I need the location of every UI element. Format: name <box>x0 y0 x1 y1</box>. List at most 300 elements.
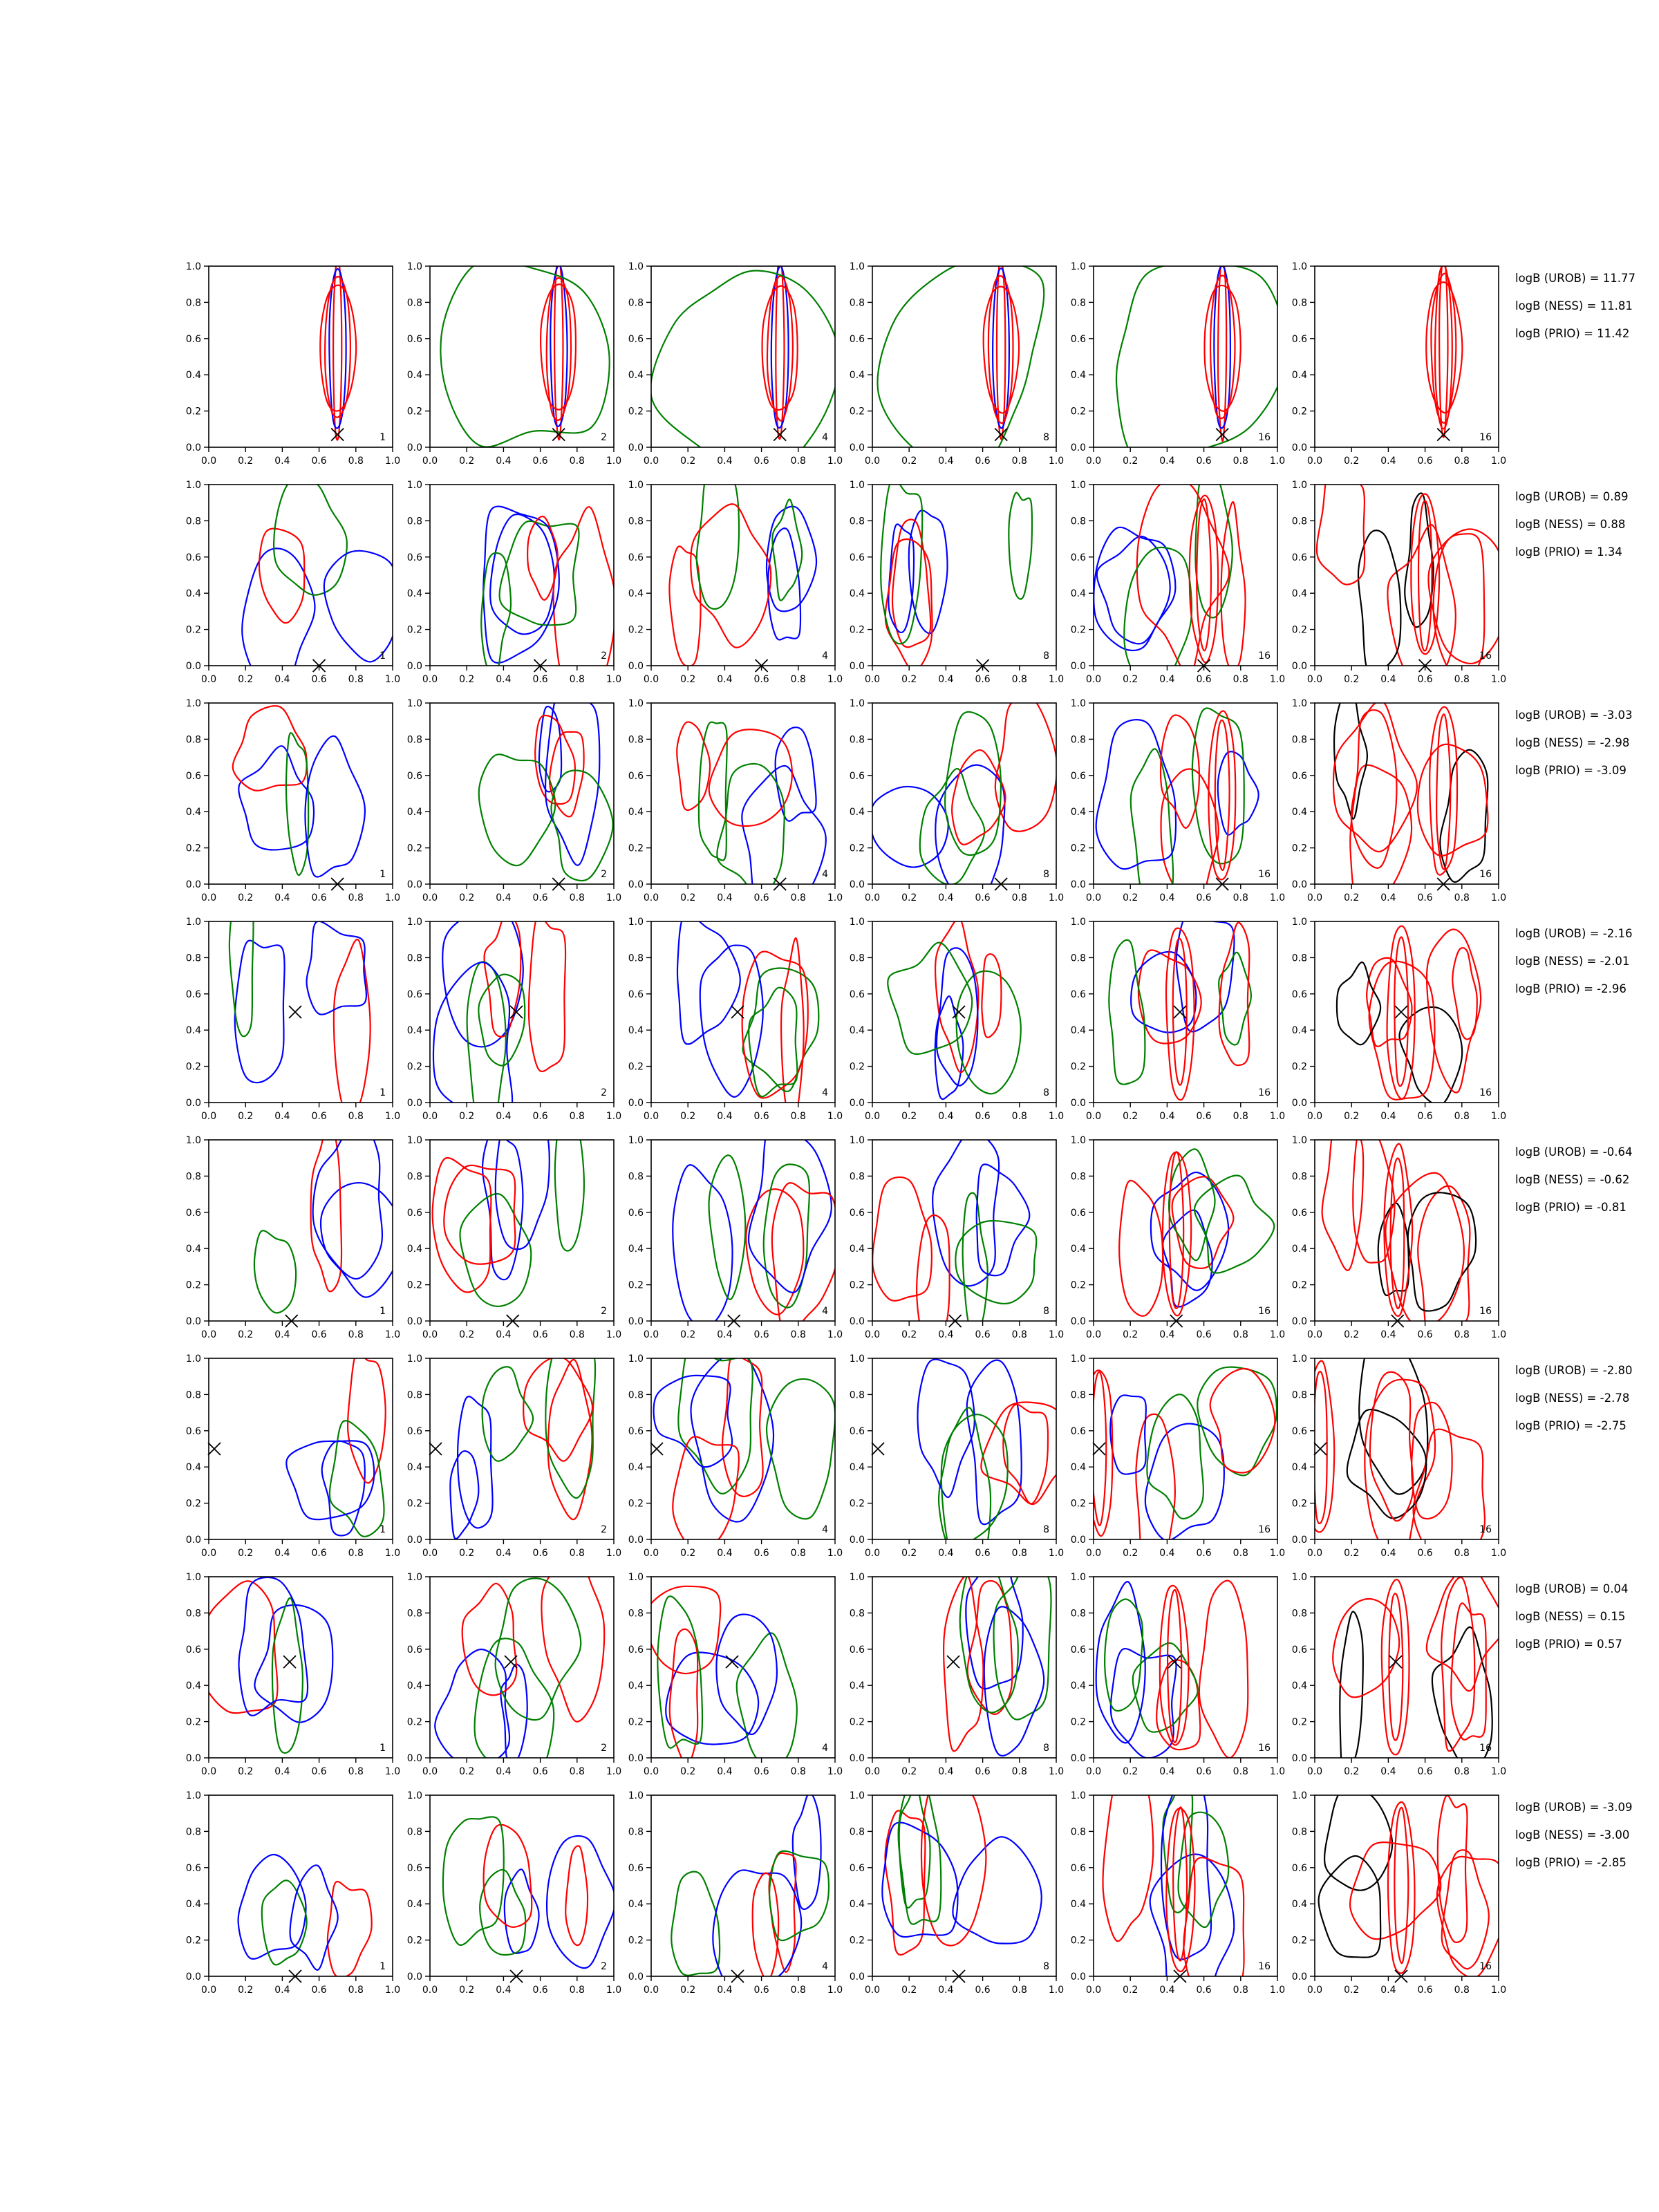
contour-line <box>737 1633 797 1770</box>
logb-annotation: logB (NESS) = 11.81 <box>1515 299 1633 312</box>
contour-line <box>444 1165 515 1264</box>
y-tick-label: 0.6 <box>406 1862 422 1874</box>
subplot-r6-c4 <box>850 1353 1074 1582</box>
panel-label: 16 <box>1479 1306 1492 1317</box>
contour-line <box>547 1836 615 1968</box>
contour-line <box>1103 1774 1153 1942</box>
x-tick-label: 0.0 <box>200 456 217 467</box>
y-tick-label: 1.0 <box>1291 1790 1307 1801</box>
y-tick-label: 0.8 <box>1070 953 1086 964</box>
subplot-r7-c2 <box>407 1534 621 1788</box>
x-tick-label: 1.0 <box>1048 1766 1065 1777</box>
x-tick-label: 0.4 <box>274 1985 290 1996</box>
x-tick-label: 0.2 <box>238 1766 254 1777</box>
x-tick-label: 0.2 <box>459 1329 475 1340</box>
contour-line <box>1096 1582 1145 1743</box>
contour-lines <box>671 1792 829 1993</box>
x-tick-label: 0.6 <box>532 1985 548 1996</box>
x-tick-label: 0.4 <box>1380 1766 1396 1777</box>
y-tick-label: 0.6 <box>628 1644 644 1656</box>
logb-annotation: logB (UROB) = -0.64 <box>1515 1145 1633 1159</box>
x-tick-label: 1.0 <box>1490 1111 1507 1122</box>
contour-line <box>483 507 559 663</box>
y-tick-label: 0.0 <box>628 879 644 890</box>
y-tick-label: 0.2 <box>628 1061 644 1073</box>
x-tick-label: 1.0 <box>827 674 843 685</box>
contour-line <box>333 254 341 440</box>
contour-line <box>481 553 511 675</box>
y-tick-label: 1.0 <box>849 1572 865 1583</box>
x-tick-label: 0.8 <box>569 1548 585 1559</box>
contour-lines <box>1322 1123 1476 1342</box>
y-tick-label: 0.4 <box>628 1680 644 1692</box>
panel-label: 16 <box>1479 1524 1492 1535</box>
x-tick-label: 0.2 <box>459 674 475 685</box>
x-tick-label: 0.4 <box>496 892 512 903</box>
logb-annotation: logB (UROB) = 11.77 <box>1515 272 1635 285</box>
y-tick-label: 1.0 <box>1070 480 1086 491</box>
y-tick-label: 1.0 <box>628 1572 644 1583</box>
x-tick-label: 0.2 <box>680 1111 696 1122</box>
subplot-r3-c1 <box>186 698 400 903</box>
y-tick-label: 0.2 <box>1070 1935 1086 1947</box>
x-tick-label: 0.2 <box>901 1985 917 1996</box>
y-tick-label: 1.0 <box>1291 480 1307 491</box>
x-tick-label: 1.0 <box>1269 1766 1286 1777</box>
x-tick-label: 0.4 <box>1159 1111 1175 1122</box>
x-tick-label: 0.2 <box>680 1548 696 1559</box>
contour-line <box>1306 1361 1334 1533</box>
y-tick-label: 1.0 <box>185 917 201 928</box>
y-tick-label: 0.8 <box>185 297 201 309</box>
x-tick-label: 0.8 <box>1232 1329 1248 1340</box>
contour-lines <box>1333 691 1488 908</box>
contour-lines <box>1337 926 1481 1106</box>
y-tick-label: 0.8 <box>185 1826 201 1838</box>
panel-label: 8 <box>1043 650 1049 662</box>
x-tick-label: 0.0 <box>1085 1111 1102 1122</box>
x-tick-label: 0.8 <box>1011 1111 1027 1122</box>
x-tick-label: 0.6 <box>1196 674 1212 685</box>
logb-annotation: logB (NESS) = -0.62 <box>1515 1173 1630 1186</box>
y-tick-label: 0.2 <box>406 406 422 418</box>
y-tick-label: 0.8 <box>185 953 201 964</box>
y-tick-label: 0.6 <box>1070 333 1086 345</box>
y-tick-label: 0.6 <box>1070 1207 1086 1219</box>
contour-line <box>274 478 347 594</box>
x-tick-label: 0.8 <box>348 1111 364 1122</box>
x-tick-label: 0.2 <box>1344 1548 1360 1559</box>
y-tick-label: 1.0 <box>1070 1790 1086 1801</box>
contour-lines <box>233 706 365 877</box>
subplot-r4-c3 <box>628 914 843 1122</box>
x-tick-label: 0.0 <box>422 892 438 903</box>
panel-label: 2 <box>601 650 607 662</box>
axes-frame <box>1094 1358 1277 1539</box>
x-tick-label: 0.0 <box>422 1766 438 1777</box>
x-tick-label: 1.0 <box>827 1766 843 1777</box>
y-tick-label: 0.8 <box>1291 953 1307 964</box>
x-tick-label: 0.8 <box>790 1548 806 1559</box>
y-tick-label: 1.0 <box>628 480 644 491</box>
y-tick-label: 0.6 <box>628 1207 644 1219</box>
x-tick-label: 0.0 <box>1306 1111 1323 1122</box>
logb-annotation: logB (PRIO) = -0.81 <box>1515 1201 1627 1214</box>
x-tick-label: 1.0 <box>1269 456 1286 467</box>
x-tick-label: 0.2 <box>459 1548 475 1559</box>
x-tick-label: 0.8 <box>1011 674 1027 685</box>
axes-frame <box>872 703 1056 884</box>
axes-frame <box>1094 703 1277 884</box>
y-tick-label: 0.4 <box>849 1244 865 1255</box>
x-tick-label: 1.0 <box>606 1548 622 1559</box>
x-tick-label: 1.0 <box>1269 1985 1286 1996</box>
x-tick-label: 0.2 <box>238 892 254 903</box>
x-tick-label: 0.4 <box>496 1985 512 1996</box>
y-tick-label: 0.0 <box>849 1971 865 1983</box>
panel-label: 2 <box>601 869 607 880</box>
contour-lines <box>654 1344 836 1549</box>
x-tick-label: 0.0 <box>864 892 881 903</box>
logb-annotation: logB (NESS) = 0.88 <box>1515 518 1626 531</box>
contour-line <box>1369 962 1435 1100</box>
y-tick-label: 0.6 <box>406 552 422 563</box>
contour-line <box>1436 714 1450 869</box>
y-tick-label: 0.0 <box>1291 1753 1307 1764</box>
y-tick-label: 0.2 <box>185 1935 201 1947</box>
x-tick-label: 0.0 <box>1085 1329 1102 1340</box>
x-tick-label: 0.0 <box>1306 456 1323 467</box>
y-tick-label: 0.2 <box>185 1061 201 1073</box>
y-tick-label: 0.4 <box>1070 1025 1086 1037</box>
contour-line <box>565 1846 588 1945</box>
x-tick-label: 0.0 <box>200 1548 217 1559</box>
contour-line <box>1333 700 1417 852</box>
y-tick-label: 0.2 <box>1291 1061 1307 1073</box>
y-tick-label: 0.2 <box>185 1498 201 1510</box>
panel-label: 2 <box>601 1524 607 1535</box>
y-tick-label: 0.4 <box>1291 1680 1307 1692</box>
x-tick-label: 0.8 <box>348 1329 364 1340</box>
subplot-r6-c5 <box>1071 1353 1285 1580</box>
y-tick-label: 0.0 <box>628 1535 644 1546</box>
contour-lines <box>1306 1336 1485 1565</box>
contour-line <box>981 1402 1074 1504</box>
axes-frame <box>430 921 614 1103</box>
contour-line <box>233 706 307 790</box>
y-tick-label: 0.8 <box>628 516 644 527</box>
y-tick-label: 0.4 <box>406 370 422 382</box>
x-tick-label: 0.6 <box>1417 1329 1433 1340</box>
subplot-r7-c3 <box>628 1572 843 1777</box>
y-tick-label: 0.2 <box>628 1280 644 1291</box>
x-tick-label: 0.0 <box>864 674 881 685</box>
marker-x <box>208 1443 221 1455</box>
x-tick-label: 0.0 <box>200 1329 217 1340</box>
subplot-r6-c6 <box>1292 1336 1506 1565</box>
x-tick-label: 0.2 <box>1123 892 1138 903</box>
x-tick-label: 0.0 <box>643 1111 659 1122</box>
x-tick-label: 0.8 <box>790 1766 806 1777</box>
y-tick-label: 0.8 <box>628 1608 644 1620</box>
axes-frame <box>430 485 614 666</box>
contour-line <box>977 1164 1030 1275</box>
y-tick-label: 1.0 <box>628 1353 644 1365</box>
y-tick-label: 1.0 <box>406 1572 422 1583</box>
x-tick-label: 1.0 <box>1269 1111 1286 1122</box>
x-tick-label: 0.6 <box>753 456 769 467</box>
subplot-r4-c2 <box>407 901 621 1130</box>
y-tick-label: 0.6 <box>185 1425 201 1437</box>
y-tick-label: 0.4 <box>1291 588 1307 600</box>
x-tick-label: 0.2 <box>238 1548 254 1559</box>
contour-lines <box>1319 1788 1506 1978</box>
panel-label: 4 <box>822 1087 828 1098</box>
x-tick-label: 1.0 <box>1490 1548 1507 1559</box>
subplot-r5-c6 <box>1292 1123 1506 1342</box>
x-tick-label: 1.0 <box>384 1111 401 1122</box>
contour-lines <box>673 1125 838 1334</box>
axes-frame <box>872 1577 1056 1758</box>
contour-line <box>746 1189 803 1314</box>
contour-line <box>742 951 808 1098</box>
y-tick-label: 0.2 <box>1070 1498 1086 1510</box>
y-tick-label: 1.0 <box>1291 261 1307 272</box>
subplot-r5-c5 <box>1071 1135 1285 1340</box>
x-tick-label: 0.2 <box>680 1329 696 1340</box>
y-tick-label: 0.2 <box>628 843 644 854</box>
x-tick-label: 0.8 <box>1011 456 1027 467</box>
marker-x <box>872 1443 884 1455</box>
contour-line <box>1160 1586 1189 1745</box>
y-tick-label: 0.0 <box>1070 879 1086 890</box>
y-tick-label: 0.2 <box>406 1280 422 1291</box>
y-tick-label: 0.4 <box>1291 1025 1307 1037</box>
y-tick-label: 0.8 <box>406 516 422 527</box>
y-tick-label: 0.2 <box>406 1498 422 1510</box>
x-tick-label: 1.0 <box>606 456 622 467</box>
x-tick-label: 0.4 <box>496 674 512 685</box>
y-tick-label: 0.8 <box>1070 297 1086 309</box>
axes-frame <box>209 1577 393 1758</box>
y-tick-label: 0.8 <box>185 1608 201 1620</box>
contour-line <box>1190 496 1218 663</box>
panel-label: 1 <box>379 1087 386 1098</box>
contour-line <box>1105 1599 1143 1711</box>
x-tick-label: 0.4 <box>717 456 733 467</box>
panel-label: 4 <box>822 432 828 443</box>
x-tick-label: 0.4 <box>1159 1985 1175 1996</box>
y-tick-label: 0.2 <box>628 1716 644 1728</box>
y-tick-label: 0.2 <box>406 1061 422 1073</box>
y-tick-label: 0.2 <box>1070 624 1086 636</box>
y-tick-label: 1.0 <box>1291 917 1307 928</box>
contour-lines <box>443 1817 615 1968</box>
y-tick-label: 0.6 <box>628 1425 644 1437</box>
x-tick-label: 0.0 <box>864 1766 881 1777</box>
y-tick-label: 0.4 <box>849 1462 865 1474</box>
y-tick-label: 0.2 <box>406 843 422 854</box>
y-tick-label: 0.6 <box>1291 1644 1307 1656</box>
y-tick-label: 0.2 <box>185 843 201 854</box>
subplot-r2-c1 <box>186 478 400 691</box>
x-tick-label: 0.4 <box>717 674 733 685</box>
x-tick-label: 0.4 <box>496 1329 512 1340</box>
subplot-r5-c3 <box>628 1125 843 1340</box>
x-tick-label: 1.0 <box>1269 1329 1286 1340</box>
y-tick-label: 0.0 <box>628 1316 644 1327</box>
y-tick-label: 1.0 <box>1291 1353 1307 1365</box>
y-tick-label: 0.6 <box>628 333 644 345</box>
subplot-r7-c4 <box>850 1542 1064 1777</box>
marker-x <box>1174 1006 1186 1018</box>
x-tick-label: 0.0 <box>200 892 217 903</box>
y-tick-label: 0.4 <box>1070 1899 1086 1911</box>
contour-line <box>1166 928 1194 1100</box>
y-tick-label: 1.0 <box>1070 917 1086 928</box>
x-tick-label: 0.4 <box>938 456 954 467</box>
y-tick-label: 0.4 <box>849 807 865 818</box>
x-tick-label: 0.4 <box>938 892 954 903</box>
y-tick-label: 0.0 <box>628 1753 644 1764</box>
contour-line <box>920 769 984 885</box>
panel-label: 2 <box>601 1087 607 1098</box>
x-tick-label: 1.0 <box>1048 1111 1065 1122</box>
x-tick-label: 1.0 <box>1269 674 1286 685</box>
y-tick-label: 0.4 <box>1291 370 1307 382</box>
contour-lines <box>242 478 395 691</box>
y-tick-label: 0.4 <box>849 1899 865 1911</box>
y-tick-label: 0.0 <box>1070 1316 1086 1327</box>
y-tick-label: 0.2 <box>1291 1280 1307 1291</box>
x-tick-label: 1.0 <box>606 674 622 685</box>
y-tick-label: 1.0 <box>1070 1353 1086 1365</box>
y-tick-label: 0.2 <box>1070 406 1086 418</box>
x-tick-label: 0.4 <box>1380 1548 1396 1559</box>
y-tick-label: 0.8 <box>1291 1608 1307 1620</box>
y-tick-label: 1.0 <box>406 1353 422 1365</box>
x-tick-label: 0.6 <box>532 892 548 903</box>
y-tick-label: 0.0 <box>406 1753 422 1764</box>
contour-line <box>967 1360 1022 1525</box>
subplot-r1-c2 <box>407 258 621 467</box>
y-tick-label: 0.4 <box>185 1244 201 1255</box>
x-tick-label: 0.4 <box>1380 1329 1396 1340</box>
y-tick-label: 0.4 <box>849 588 865 600</box>
x-tick-label: 0.8 <box>1011 892 1027 903</box>
panel-label: 4 <box>822 869 828 880</box>
x-tick-label: 1.0 <box>606 1329 622 1340</box>
y-tick-label: 0.6 <box>406 333 422 345</box>
x-tick-label: 0.8 <box>1232 1548 1248 1559</box>
y-tick-label: 0.0 <box>849 661 865 672</box>
x-tick-label: 0.8 <box>790 456 806 467</box>
contour-line <box>1199 1581 1248 1758</box>
y-tick-label: 0.2 <box>849 1061 865 1073</box>
x-tick-label: 0.6 <box>753 674 769 685</box>
contour-line <box>955 1221 1036 1304</box>
contour-line <box>1009 493 1032 599</box>
axes-frame <box>430 703 614 884</box>
y-tick-label: 0.0 <box>849 1535 865 1546</box>
logb-annotation: logB (UROB) = -3.03 <box>1515 709 1633 722</box>
contour-line <box>1313 1371 1327 1524</box>
axes-frame <box>430 1577 614 1758</box>
x-tick-label: 0.8 <box>1011 1548 1027 1559</box>
subplot-r2-c4 <box>850 478 1064 685</box>
x-tick-label: 0.6 <box>1417 1548 1433 1559</box>
contour-lines <box>872 1132 1036 1356</box>
x-tick-label: 1.0 <box>1490 892 1507 903</box>
contour-line <box>1418 501 1432 651</box>
panel-label: 16 <box>1258 432 1271 443</box>
contour-lines <box>878 260 1044 471</box>
x-tick-label: 0.0 <box>643 1985 659 1996</box>
x-tick-label: 0.2 <box>1123 1985 1138 1996</box>
x-tick-label: 0.6 <box>975 1548 991 1559</box>
contour-line <box>541 1534 604 1722</box>
axes-frame <box>651 485 835 666</box>
y-tick-label: 0.0 <box>1070 1753 1086 1764</box>
subplot-r8-c6 <box>1292 1788 1506 1996</box>
panel-label: 16 <box>1258 1743 1271 1754</box>
y-tick-label: 0.6 <box>185 1644 201 1656</box>
x-tick-label: 0.0 <box>643 892 659 903</box>
x-tick-label: 0.0 <box>1085 1548 1102 1559</box>
y-tick-label: 0.6 <box>1291 1425 1307 1437</box>
x-tick-label: 0.4 <box>1159 674 1175 685</box>
contour-line <box>1219 953 1251 1045</box>
x-tick-label: 0.2 <box>238 456 254 467</box>
y-tick-label: 0.0 <box>406 879 422 890</box>
contour-lines <box>1426 254 1462 437</box>
y-tick-label: 0.0 <box>406 1316 422 1327</box>
x-tick-label: 1.0 <box>1490 1766 1507 1777</box>
y-tick-label: 0.4 <box>1291 1462 1307 1474</box>
x-tick-label: 0.6 <box>311 674 327 685</box>
y-tick-label: 0.8 <box>628 953 644 964</box>
y-tick-label: 0.0 <box>1070 1971 1086 1983</box>
panel-label: 8 <box>1043 1961 1049 1972</box>
contour-lines <box>238 1855 372 1978</box>
y-tick-label: 1.0 <box>1070 1572 1086 1583</box>
contour-line <box>1385 1173 1463 1327</box>
x-tick-label: 0.2 <box>1123 1111 1138 1122</box>
y-tick-label: 1.0 <box>1070 698 1086 709</box>
y-tick-label: 0.0 <box>1070 1098 1086 1109</box>
x-tick-label: 0.2 <box>459 456 475 467</box>
y-tick-label: 0.0 <box>628 442 644 453</box>
contour-line <box>1172 1177 1234 1268</box>
x-tick-label: 0.8 <box>1454 1329 1470 1340</box>
subplot-r3-c3 <box>628 698 843 912</box>
contour-line <box>1197 1367 1277 1476</box>
axes-frame <box>430 1140 614 1321</box>
contour-lines <box>201 1577 333 1753</box>
x-tick-label: 0.4 <box>717 1548 733 1559</box>
x-tick-label: 0.6 <box>975 456 991 467</box>
x-tick-label: 0.6 <box>753 1548 769 1559</box>
panel-label: 8 <box>1043 1087 1049 1098</box>
y-tick-label: 1.0 <box>628 917 644 928</box>
x-tick-label: 0.8 <box>348 456 364 467</box>
contour-line <box>1435 265 1452 429</box>
x-tick-label: 0.8 <box>790 1111 806 1122</box>
logb-annotation: logB (PRIO) = -2.75 <box>1515 1419 1627 1432</box>
x-tick-label: 0.6 <box>1196 1548 1212 1559</box>
contour-line <box>500 1665 527 1763</box>
x-tick-label: 0.4 <box>1380 674 1396 685</box>
